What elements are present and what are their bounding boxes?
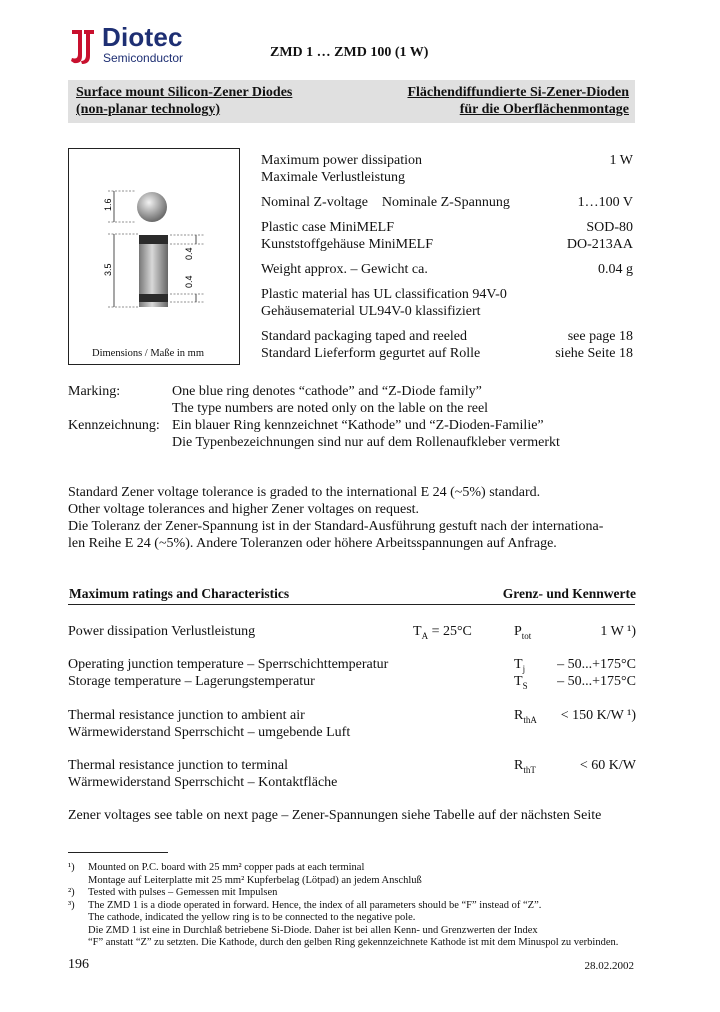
power-dissipation-value: 1 W ¹)	[600, 624, 636, 639]
kennzeichnung-label: Kennzeichnung:	[68, 418, 160, 433]
storage-temp-label: Storage temperature – Lagerungstemperatur	[68, 674, 315, 689]
page-number: 196	[68, 957, 89, 972]
footnotes: ¹) Mounted on P.C. board with 25 mm² copper pads at each terminal Montage auf Leiterplatte mit 25 mm² Kupferbelag (Lötpad) an jedem Anschluß ²) Tested with pulses – Gemessen mit Impulsen ³) The ZMD 1 is a diode operated in forward. Hence, the index of all parameters should be “F” instead of “Z”. The cathode, indicated the yellow ring is to be connected to the negative pole. Die ZMD 1 ist eine in Durchlaß betriebene Si-Diode. Daher ist bei allen Kenn- und Grenzwerten der Index “F” anstatt “Z” zu setzten. Die Kathode, durch den gelben Ring gekennzeichnete Kathode ist mit dem Minuspol zu verbinden.	[68, 862, 619, 948]
spec-material: Plastic material has UL classification 94V-0 Gehäusematerial UL94V-0 klassifiziert	[261, 287, 507, 319]
dim-0-4-bottom-label: 0.4	[184, 275, 194, 288]
banner-title-german: Flächendiffundierte Si-Zener-Dioden für die Oberflächenmontage	[407, 85, 629, 117]
power-dissipation-condition: $T_A = 25^\circ C$	[413, 624, 472, 641]
dim-0-4-top-label: 0.4	[184, 247, 194, 260]
anode-band	[139, 294, 168, 302]
spec-nominal-z-voltage: Nominal Z-voltage Nominale Z-Spannung 1…100 V	[261, 195, 633, 210]
thermal-resistance-terminal-symbol: $R_{thT}$	[514, 758, 536, 775]
revision-date: 28.02.2002	[584, 960, 634, 972]
storage-temp-symbol: $T_S$	[514, 674, 528, 691]
thermal-resistance-ambient-label: Thermal resistance junction to ambient air Wärmewiderstand Sperrschicht – umgebende Luft	[68, 708, 351, 740]
dimension-caption: Dimensions / Maße in mm	[92, 348, 204, 359]
kennzeichnung-text: Ein blauer Ring kennzeichnet “Kathode” und “Z-Dioden-Familie” Die Typenbezeichnungen sind nur auf dem Rollenaufkleber vermerkt	[172, 418, 560, 450]
brand-name: Diotec	[102, 22, 183, 52]
dim-1-6-label: 1.6	[103, 198, 113, 211]
ratings-divider	[68, 604, 635, 605]
thermal-resistance-terminal-label: Thermal resistance junction to terminal Wärmewiderstand Sperrschicht – Kontaktfläche	[68, 758, 338, 790]
dim-3-5-label: 3.5	[103, 263, 113, 276]
ratings-title-german: Grenz- und Kennwerte	[502, 586, 636, 601]
marking-label: Marking:	[68, 384, 121, 399]
operating-temp-label: Operating junction temperature – Sperrschichttemperatur	[68, 657, 389, 672]
end-view-circle	[137, 192, 167, 222]
power-dissipation-symbol: $P_{tot}$	[514, 624, 532, 641]
thermal-resistance-ambient-value: < 150 K/W ¹)	[560, 708, 636, 723]
spec-packaging: Standard packaging taped and reeled Standard Lieferform gegurtet auf Rolle see page 18 siehe Seite 18	[261, 329, 633, 361]
tolerance-paragraph: Standard Zener voltage tolerance is graded to the international E 24 (~5%) standard. Other voltage tolerances and higher Zener voltages on request. Die Toleranz der Zener-Spannung ist in der Standard-Ausführung gestuft nach der internationa- len Reihe E 24 (~5%). Andere Toleranzen oder höhere Arbeitsspannungen auf Anfrage.	[68, 485, 604, 551]
footnote-divider	[68, 852, 168, 853]
spec-case: Plastic case MiniMELF Kunststoffgehäuse MiniMELF SOD-80 DO-213AA	[261, 220, 633, 252]
diotec-logo-icon	[68, 26, 98, 66]
minimelf-drawing	[68, 148, 240, 348]
operating-temp-symbol: $T_j$	[514, 657, 526, 674]
thermal-resistance-terminal-value: < 60 K/W	[579, 758, 636, 773]
ratings-title-english: Maximum ratings and Characteristics	[69, 586, 290, 601]
spec-weight: Weight approx. – Gewicht ca. 0.04 g	[261, 262, 633, 277]
storage-temp-value: – 50...+175°C	[557, 674, 636, 689]
thermal-resistance-ambient-symbol: $R_{thA}$	[514, 708, 537, 725]
brand-subtitle: Semiconductor	[103, 51, 184, 65]
zener-voltage-note: Zener voltages see table on next page – Zener-Spannungen siehe Tabelle auf der nächsten Seite	[68, 808, 602, 823]
cathode-band	[139, 235, 168, 244]
spec-power: Maximum power dissipation Maximale Verlustleistung 1 W	[261, 153, 633, 185]
power-dissipation-label: Power dissipation Verlustleistung	[68, 624, 256, 639]
marking-text: One blue ring denotes “cathode” and “Z-Diode family” The type numbers are noted only on the lable on the reel	[172, 384, 489, 416]
operating-temp-value: – 50...+175°C	[557, 657, 636, 672]
document-title: ZMD 1 … ZMD 100 (1 W)	[270, 45, 429, 60]
banner-title-english: Surface mount Silicon-Zener Diodes (non-planar technology)	[76, 85, 293, 117]
